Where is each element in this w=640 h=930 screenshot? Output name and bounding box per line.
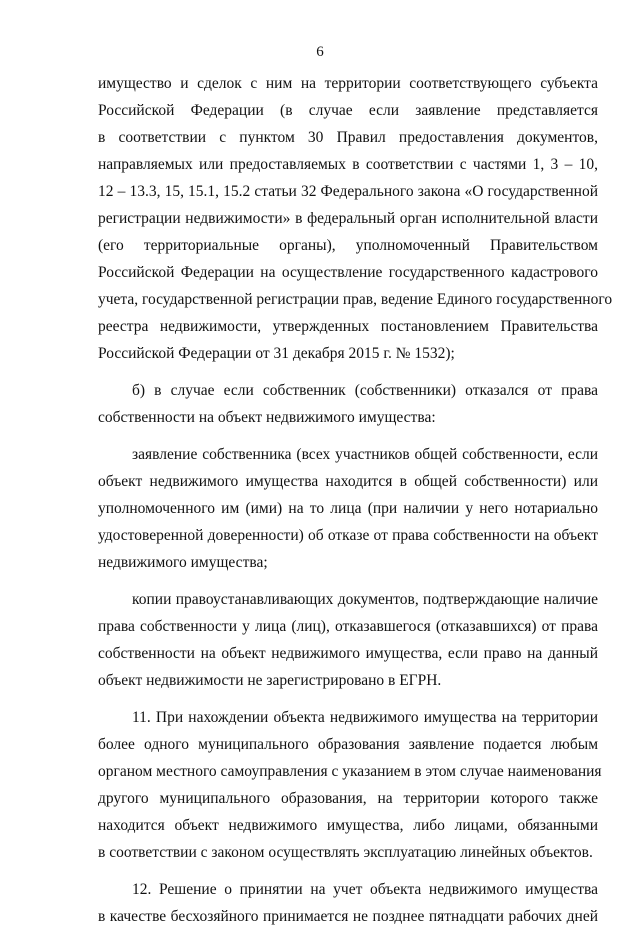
text-line: регистрации недвижимости» в федеральный орган исполнительной власти [98,210,598,227]
text-line: органом местного самоуправления с указанием в этом случае наименования [98,763,602,780]
text-line: находится объект недвижимого имущества, либо лицами, обязанными [98,817,598,834]
text-line: в соответствии с законом осуществлять эксплуатацию линейных объектов. [98,844,593,861]
text-line: (его территориальные органы), уполномоченный Правительством [98,237,598,254]
text-line: в качестве бесхозяйного принимается не позднее пятнадцати рабочих дней [98,908,598,925]
text-line: учета, государственной регистрации прав, ведение Единого государственного [98,291,613,308]
paragraph-continuation [98,70,613,367]
text-line: недвижимого имущества; [98,554,268,571]
text-line: 11. При нахождении объекта недвижимого имущества на территории [132,709,598,726]
text-line: имущество и сделок с ним на территории соответствующего субъекта [98,75,598,92]
text-line: заявление собственника (всех участников общей собственности, если [132,446,598,463]
text-line: 12 – 13.3, 15, 15.1, 15.2 статьи 32 Федерального закона «О государственной [98,183,598,200]
text-line: 12. Решение о принятии на учет объекта недвижимого имущества [132,881,598,898]
text-line: более одного муниципального образования заявление подается любым [98,736,598,753]
text-line: Российской Федерации (в случае если заявление представляется [98,102,598,119]
document-body [98,70,613,930]
text-line: направляемых или предоставляемых в соответствии с частями 1, 3 – 10, [98,156,598,173]
paragraph-title-documents [98,586,598,694]
text-line: в соответствии с пунктом 30 Правил предоставления документов, [98,129,598,146]
text-line: копии правоустанавливающих документов, подтверждающие наличие [132,591,598,608]
paragraph-item-b [98,377,598,431]
text-line: удостоверенной доверенности) об отказе от права собственности на объект [98,527,598,544]
text-line: объект недвижимости не зарегистрировано в ЕГРН. [98,672,442,689]
text-line: права собственности у лица (лиц), отказавшегося (отказавшихся) от права [98,618,598,635]
text-line: Российской Федерации на осуществление государственного кадастрового [98,264,598,281]
text-line: другого муниципального образования, на территории которого также [98,790,598,807]
paragraph-11 [98,704,602,866]
text-line: собственности на объект недвижимого имущества, если право на данный [98,645,598,662]
text-line: объект недвижимого имущества находится в общей собственности) или [98,473,598,490]
text-line: Российской Федерации от 31 декабря 2015 г. № 1532); [98,345,455,362]
text-line: б) в случае если собственник (собственники) отказался от права [132,382,598,399]
text-line: реестра недвижимости, утвержденных постановлением Правительства [98,318,598,335]
page-number: 6 [316,44,324,60]
text-line: уполномоченного им (ими) на то лица (при наличии у него нотариально [98,500,598,517]
paragraph-12 [98,876,598,930]
paragraph-owner-statement [98,441,598,576]
text-line: собственности на объект недвижимого имущества: [98,409,436,426]
